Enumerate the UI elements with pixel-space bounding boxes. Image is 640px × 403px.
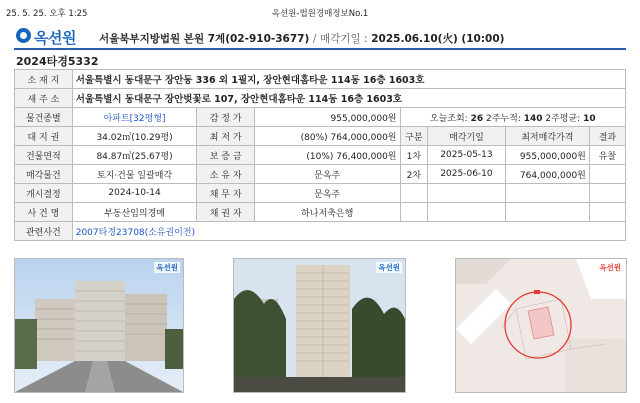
address-row	[15, 70, 626, 89]
header-separator: /	[312, 33, 317, 45]
case-name-label: 사 건 명	[15, 203, 73, 222]
info-row-5	[15, 184, 626, 203]
property-type-detail: [32평형]	[129, 113, 166, 124]
view-stats: 오늘조회: 26 2주누적: 140 2주평균: 10	[400, 108, 626, 127]
min-price-value: (80%) 764,000,000원	[254, 127, 400, 146]
info-row-3	[15, 146, 626, 165]
map-image	[456, 259, 626, 392]
history-empty-cell	[505, 184, 589, 203]
deposit-label: 보 증 금	[197, 146, 255, 165]
land-right-label: 대 지 권	[15, 127, 73, 146]
history-empty-cell	[400, 184, 428, 203]
case-info-table	[14, 69, 626, 241]
sale-object-label: 매각물건	[15, 165, 73, 184]
header-divider	[14, 48, 626, 50]
history-empty-cell	[505, 203, 589, 222]
related-label: 관련사건	[15, 222, 73, 241]
start-date-value: 2024-10-14	[72, 184, 197, 203]
photo-watermark: 옥션원	[599, 263, 621, 272]
auction-date-label: 매각기일 :	[320, 33, 368, 45]
street-view-photo[interactable]	[14, 258, 184, 393]
court-info	[99, 31, 504, 46]
owner-label: 소 유 자	[197, 165, 255, 184]
history-header-result: 결과	[589, 127, 625, 146]
related-row	[15, 222, 626, 241]
twoweek-views: 140	[523, 113, 543, 124]
building-area-value: 84.87㎡(25.67평)	[72, 146, 197, 165]
deposit-value: (10%) 76,400,000원	[254, 146, 400, 165]
new-address-value: 서울특별시 동대문구 장안벚꽃로 107, 장안현대홈타운 114동 16층 1603호	[72, 89, 625, 108]
today-views: 26	[470, 113, 484, 124]
info-row-1	[15, 108, 626, 127]
appraisal-label: 감 정 가	[197, 108, 255, 127]
related-cell	[72, 222, 625, 241]
header	[14, 26, 626, 48]
history-header-price: 최저매각가격	[505, 127, 589, 146]
auction-date: 2025.06.10(火) (10:00)	[371, 33, 505, 45]
case-number: 2024타경5332	[16, 55, 99, 68]
start-date-label: 개시결정	[15, 184, 73, 203]
new-address-label: 새 주 소	[15, 89, 73, 108]
history-empty-cell	[400, 203, 428, 222]
history-round: 2차	[400, 165, 428, 184]
history-empty-cell	[428, 203, 506, 222]
history-date: 2025-05-13	[428, 146, 506, 165]
logo-text: 옥션원	[34, 29, 76, 47]
building-image	[234, 259, 405, 392]
top-bar	[0, 0, 640, 22]
history-empty-cell	[589, 203, 625, 222]
avg-views: 10	[583, 113, 596, 124]
court-name: 서울북부지방법원 본원 7계(02-910-3677)	[99, 33, 310, 45]
history-empty-cell	[428, 184, 506, 203]
address-value: 서울특별시 동대문구 장안동 336 외 1필지, 장안현대홈타운 114동 16층 1603호	[72, 70, 625, 89]
property-type-label: 물건종별	[15, 108, 73, 127]
history-price: 764,000,000원	[505, 165, 589, 184]
info-row-4	[15, 165, 626, 184]
print-datetime: 25. 5. 25. 오후 1:25	[6, 9, 88, 19]
history-header-round: 구분	[400, 127, 428, 146]
sale-object-value: 토지·건물 일괄매각	[72, 165, 197, 184]
history-empty-cell	[589, 184, 625, 203]
info-row-2	[15, 127, 626, 146]
min-price-label: 최 저 가	[197, 127, 255, 146]
case-name-value: 부동산임의경매	[72, 203, 197, 222]
photo-watermark: 옥션원	[378, 263, 400, 272]
appraisal-value: 955,000,000원	[254, 108, 400, 127]
document-title: 옥션원-법원경매정보No.1	[271, 9, 369, 19]
street-view-image	[15, 259, 183, 392]
info-row-6	[15, 203, 626, 222]
related-case-link[interactable]: 2007타경23708(소유권이전)	[75, 227, 196, 238]
logo	[16, 26, 96, 46]
owner-value: 문옥주	[254, 165, 400, 184]
new-address-row	[15, 89, 626, 108]
debtor-value: 문옥주	[254, 184, 400, 203]
property-type[interactable]: 아파트	[103, 113, 130, 124]
creditor-value: 하나저축은행	[254, 203, 400, 222]
debtor-label: 채 무 자	[197, 184, 255, 203]
building-area-label: 건물면적	[15, 146, 73, 165]
history-header-date: 매각기일	[428, 127, 506, 146]
logo-mark-icon	[16, 28, 31, 43]
land-right-value: 34.02㎡(10.29평)	[72, 127, 197, 146]
history-result	[589, 165, 625, 184]
property-type-value	[72, 108, 197, 127]
cadastral-map[interactable]	[455, 258, 627, 393]
address-label: 소 재 지	[15, 70, 73, 89]
building-photo[interactable]	[233, 258, 406, 393]
photo-watermark: 옥션원	[156, 263, 178, 272]
history-date: 2025-06-10	[428, 165, 506, 184]
history-price: 955,000,000원	[505, 146, 589, 165]
history-round: 1차	[400, 146, 428, 165]
creditor-label: 채 권 자	[197, 203, 255, 222]
history-result: 유찰	[589, 146, 625, 165]
